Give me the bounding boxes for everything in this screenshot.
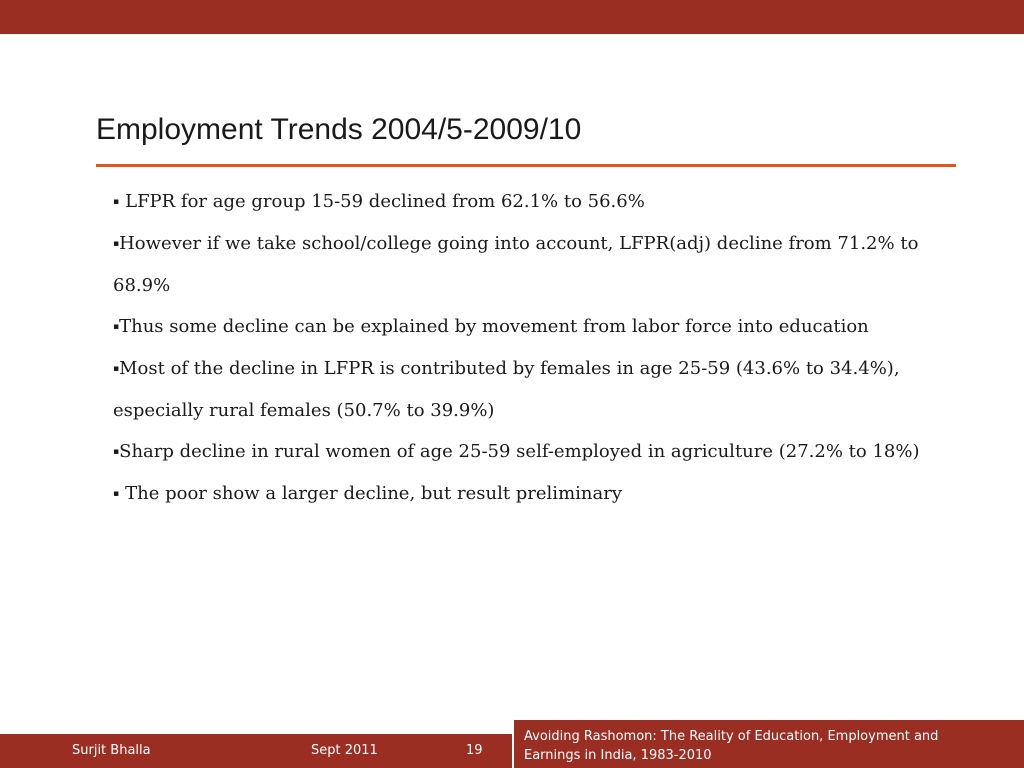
bullet-text: Most of the decline in LFPR is contributed by females in age 25-59 (43.6% to 34.4%), especially rural females (50.7% to 39.9%) [113, 358, 900, 421]
slide-title: Employment Trends 2004/5-2009/10 [96, 113, 582, 146]
bullet-item [113, 223, 953, 306]
bullet-square-icon: ▪ [113, 364, 120, 374]
title-underline [96, 164, 956, 167]
header-bar [0, 0, 1024, 34]
footer-author: Surjit Bhalla [72, 743, 151, 758]
bullet-square-icon: ▪ [113, 239, 120, 249]
bullet-square-icon: ▪ [113, 197, 120, 207]
page-number: 19 [466, 743, 483, 758]
bullet-square-icon: ▪ [113, 489, 120, 499]
bullet-item [113, 348, 953, 431]
bullet-text: LFPR for age group 15-59 declined from 62.1% to 56.6% [125, 191, 645, 212]
bullet-text: Thus some decline can be explained by movement from labor force into education [119, 316, 869, 337]
bullet-text: The poor show a larger decline, but result preliminary [125, 483, 622, 504]
presentation-title: Avoiding Rashomon: The Reality of Education, Employment and Earnings in India, 1983-2010 [524, 729, 939, 763]
bullet-item [113, 473, 953, 515]
bullet-list [113, 181, 953, 515]
bullet-square-icon: ▪ [113, 322, 120, 332]
bullet-square-icon: ▪ [113, 447, 120, 457]
footer-date: Sept 2011 [311, 743, 378, 758]
bullet-item [113, 306, 953, 348]
bullet-item [113, 431, 953, 473]
footer-title-box [512, 718, 1024, 768]
bullet-text: Sharp decline in rural women of age 25-59 self-employed in agriculture (27.2% to 18%) [119, 441, 920, 462]
bullet-text: However if we take school/college going into account, LFPR(adj) decline from 71.2% to 68.9% [113, 233, 919, 296]
bullet-item [113, 181, 953, 223]
